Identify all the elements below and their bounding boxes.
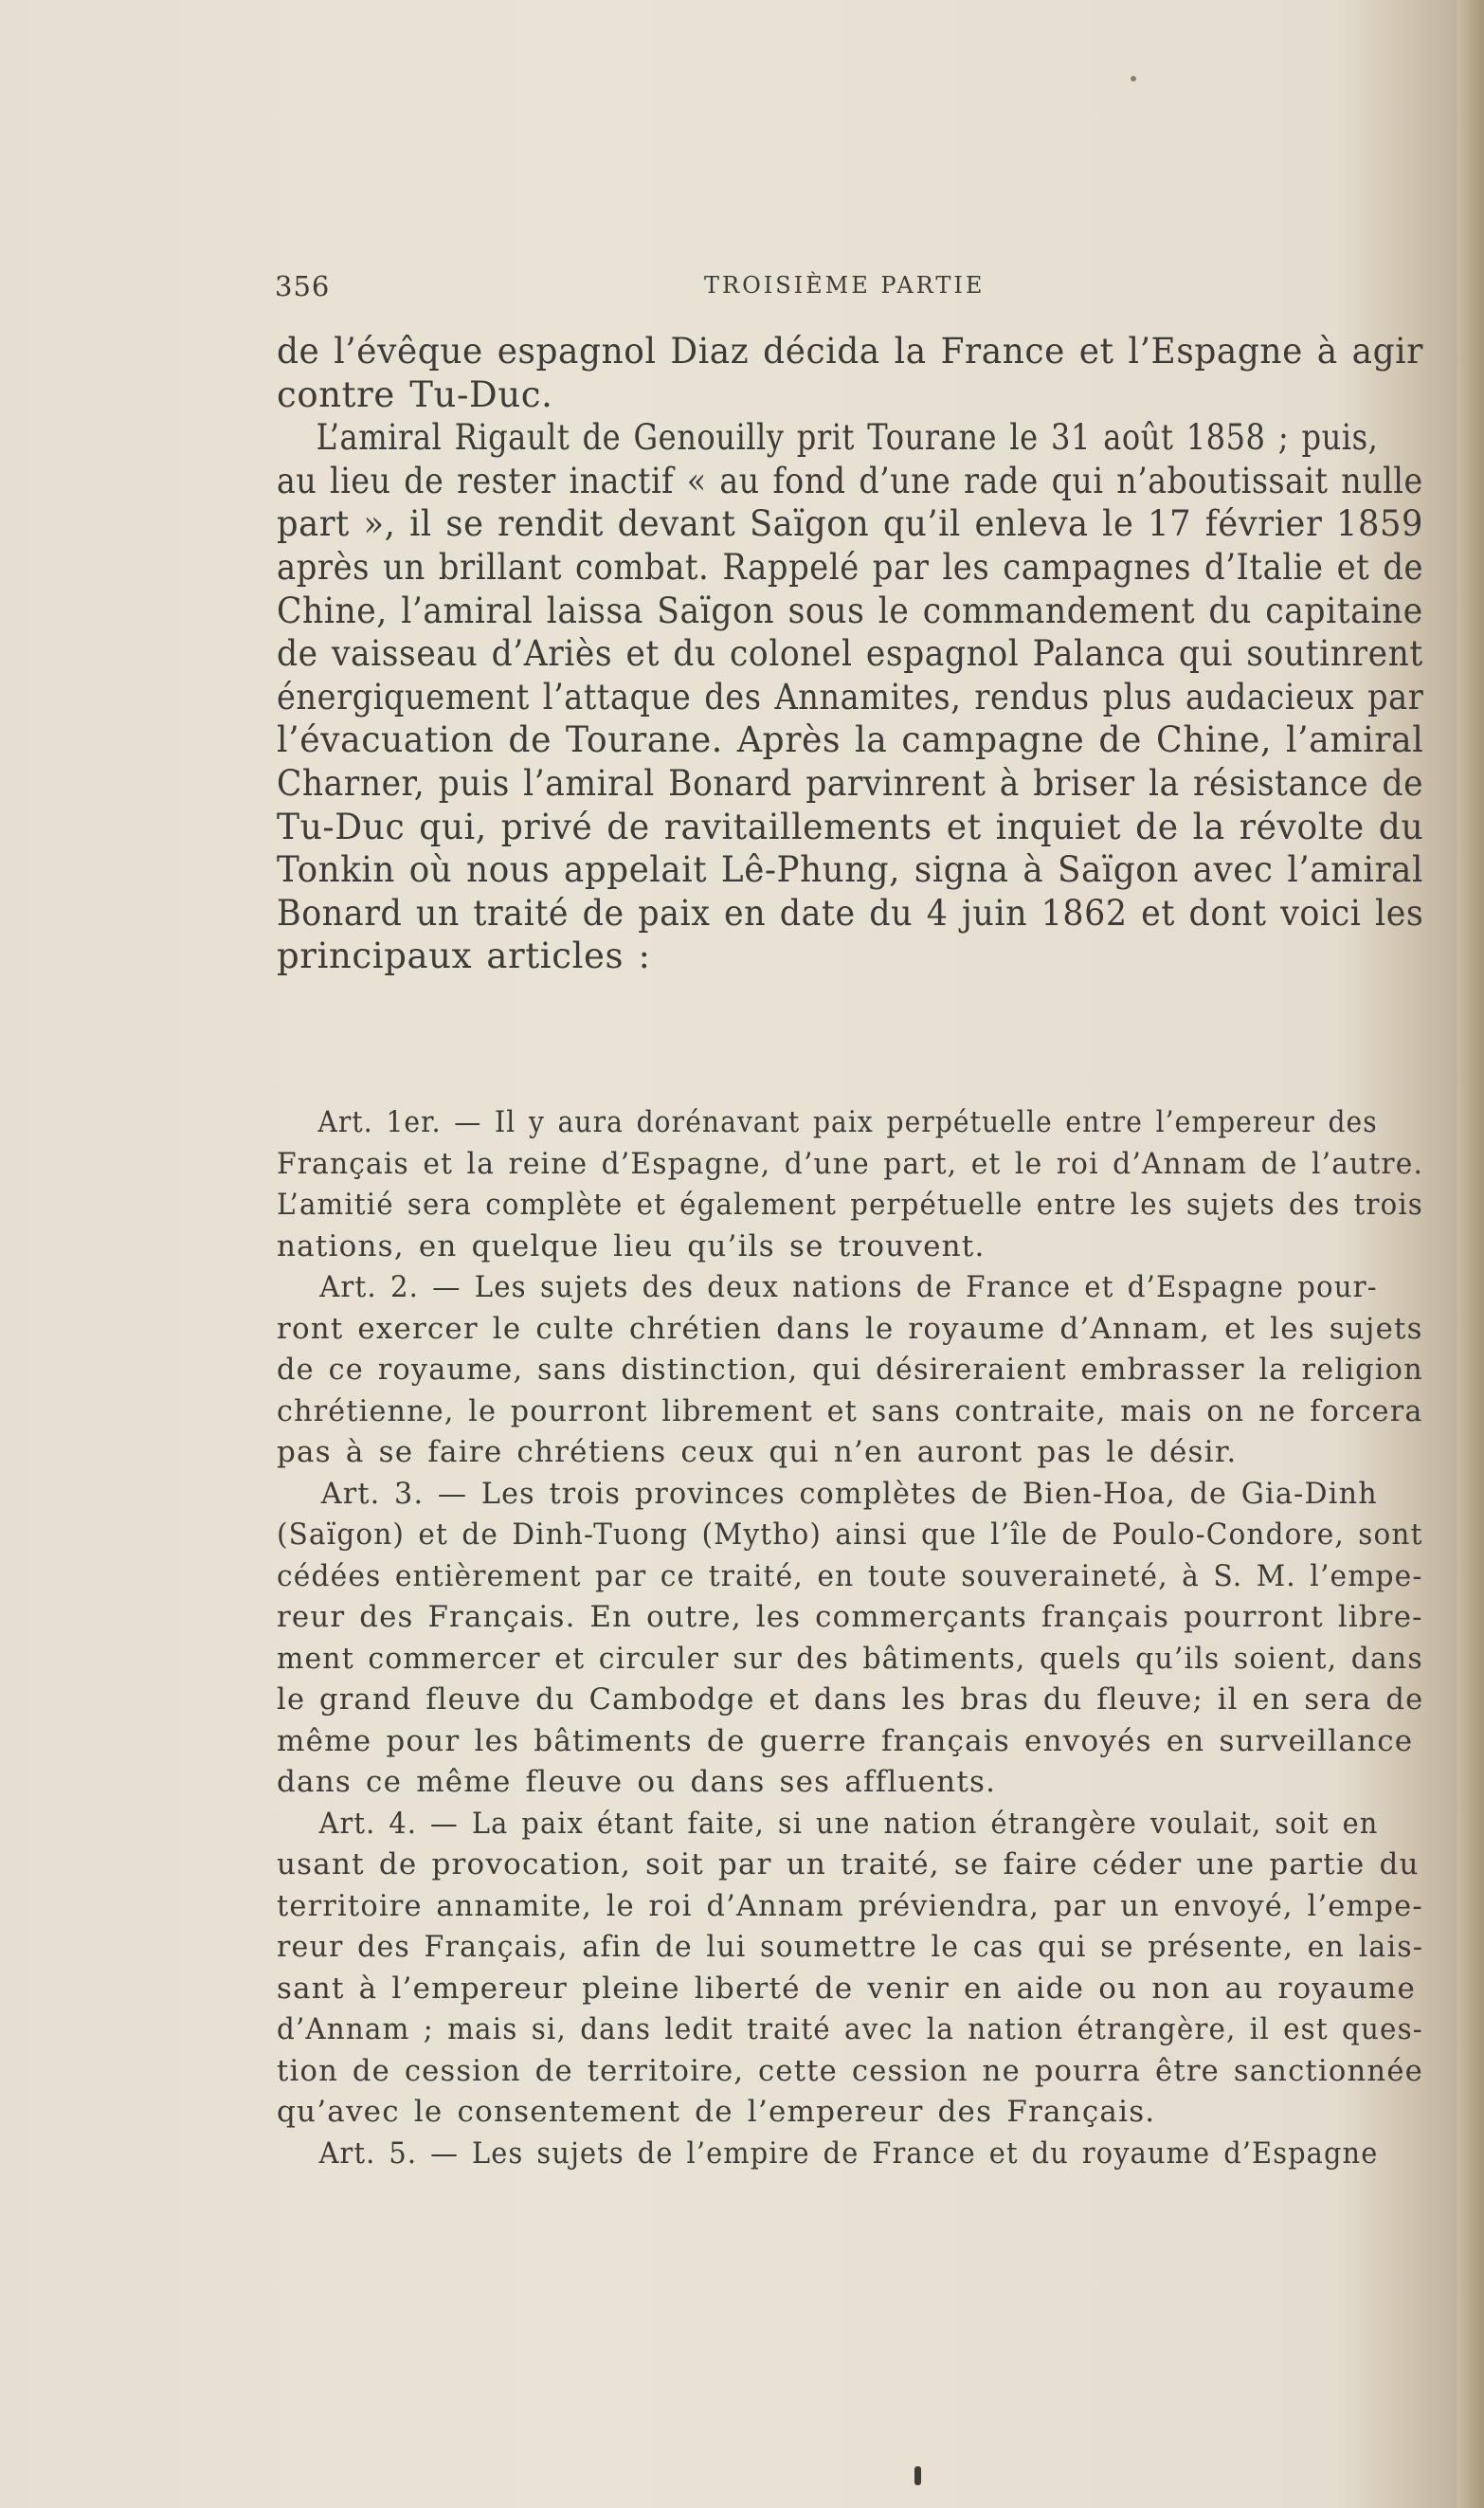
body-line: énergiquement l’attaque des Annamites, rendus plus audacieux par [277,676,1424,718]
treaty-articles [277,1102,1423,2174]
treaty-line: de ce royaume, sans distinction, qui désireraient embrasser la religion [277,1353,1423,1387]
treaty-line: Art. 2. — Les sujets des deux nations de France et d’Espagne pour- [319,1270,1378,1304]
treaty-line: ment commercer et circuler sur des bâtiments, quels qu’ils soient, dans [277,1641,1423,1676]
treaty-line: dans ce même fleuve ou dans ses affluents. [277,1765,997,1799]
body-line: de vaisseau d’Ariès et du colonel espagnol Palanca qui soutinrent [277,633,1423,675]
narrative-paragraphs [277,330,1423,978]
body-line: L’amiral Rigault de Genouilly prit Tourane le 31 août 1858 ; puis, [316,417,1379,459]
treaty-line: Art. 4. — La paix étant faite, si une nation étrangère voulait, soit en [318,1806,1379,1841]
page-edge-shadow [1457,0,1484,2508]
treaty-line: Art. 5. — Les sujets de l’empire de France et du royaume d’Espagne [318,2135,1379,2171]
body-line: Tonkin où nous appelait Lê-Phung, signa à Saïgon avec l’amiral [277,849,1423,891]
body-line: après un brillant combat. Rappelé par les campagnes d’Italie et de [277,546,1424,588]
treaty-line: L’amitié sera complète et également perpétuelle entre les sujets des trois [277,1188,1423,1222]
body-line: de l’évêque espagnol Diaz décida la France et l’Espagne à agir [277,331,1423,372]
page-number: 356 [275,270,331,302]
treaty-line: qu’avec le consentement de l’empereur des Français. [277,2095,1156,2129]
body-line: au lieu de rester inactif « au fond d’une rade qui n’aboutissait nulle [277,460,1423,501]
treaty-line: cédées entièrement par ce traité, en toute souveraineté, à S. M. l’empe- [277,1558,1423,1593]
ink-speck [914,2466,921,2485]
body-line: contre Tu-Duc. [277,373,553,415]
treaty-line: reur des Français. En outre, les commerçants français pourront libre- [277,1600,1423,1634]
treaty-line: Art. 3. — Les trois provinces complètes de Bien-Hoa, de Gia-Dinh [320,1476,1378,1511]
treaty-line: Français et la reine d’Espagne, d’une part, et le roi d’Annam de l’autre. [277,1146,1424,1181]
treaty-line: nations, en quelque lieu qu’ils se trouvent. [277,1228,986,1263]
treaty-line: le grand fleuve du Cambodge et dans les bras du fleuve; il en sera de [277,1682,1424,1717]
treaty-line: sant à l’empereur pleine liberté de venir en aide ou non au royaume [277,1971,1417,2006]
treaty-line: (Saïgon) et de Dinh-Tuong (Mytho) ainsi que l’île de Poulo-Condore, sont [277,1518,1423,1552]
page-header [275,270,995,308]
treaty-line: ront exercer le culte chrétien dans le royaume d’Annam, et les sujets [277,1311,1423,1346]
body-line: Charner, puis l’amiral Bonard parvinrent à briser la résistance de [277,762,1424,804]
body-line: part », il se rendit devant Saïgon qu’il enleva le 17 février 1859 [277,503,1424,545]
body-line: Chine, l’amiral laissa Saïgon sous le commandement du capitaine [277,590,1423,631]
paper-mark [1131,76,1136,82]
running-title: TROISIÈME PARTIE [704,272,986,299]
body-line: principaux articles : [277,936,651,977]
body-line: Bonard un traité de paix en date du 4 juin 1862 et dont voici les [277,892,1424,934]
treaty-line: chrétienne, le pourront librement et sans contraite, mais on ne forcera [277,1393,1423,1428]
treaty-line: reur des Français, afin de lui soumettre le cas qui se présente, en lais- [277,1930,1424,1964]
treaty-line: d’Annam ; mais si, dans ledit traité avec la nation étrangère, il est ques- [277,2012,1423,2046]
treaty-line: territoire annamite, le roi d’Annam préviendra, par un envoyé, l’empe- [277,1888,1423,1923]
treaty-line: même pour les bâtiments de guerre français envoyés en surveillance [277,1723,1414,1758]
body-line: Tu-Duc qui, privé de ravitaillements et inquiet de la révolte du [277,806,1424,847]
treaty-line: tion de cession de territoire, cette cession ne pourra être sanctionnée [277,2053,1423,2088]
treaty-line: Art. 1er. — Il y aura dorénavant paix perpétuelle entre l’empereur des [317,1105,1378,1139]
treaty-line: usant de provocation, soit par un traité, se faire céder une partie du [277,1847,1420,1881]
body-line: l’évacuation de Tourane. Après la campagne de Chine, l’amiral [277,719,1424,761]
treaty-line: pas à se faire chrétiens ceux qui n’en auront pas le désir. [277,1435,1238,1469]
